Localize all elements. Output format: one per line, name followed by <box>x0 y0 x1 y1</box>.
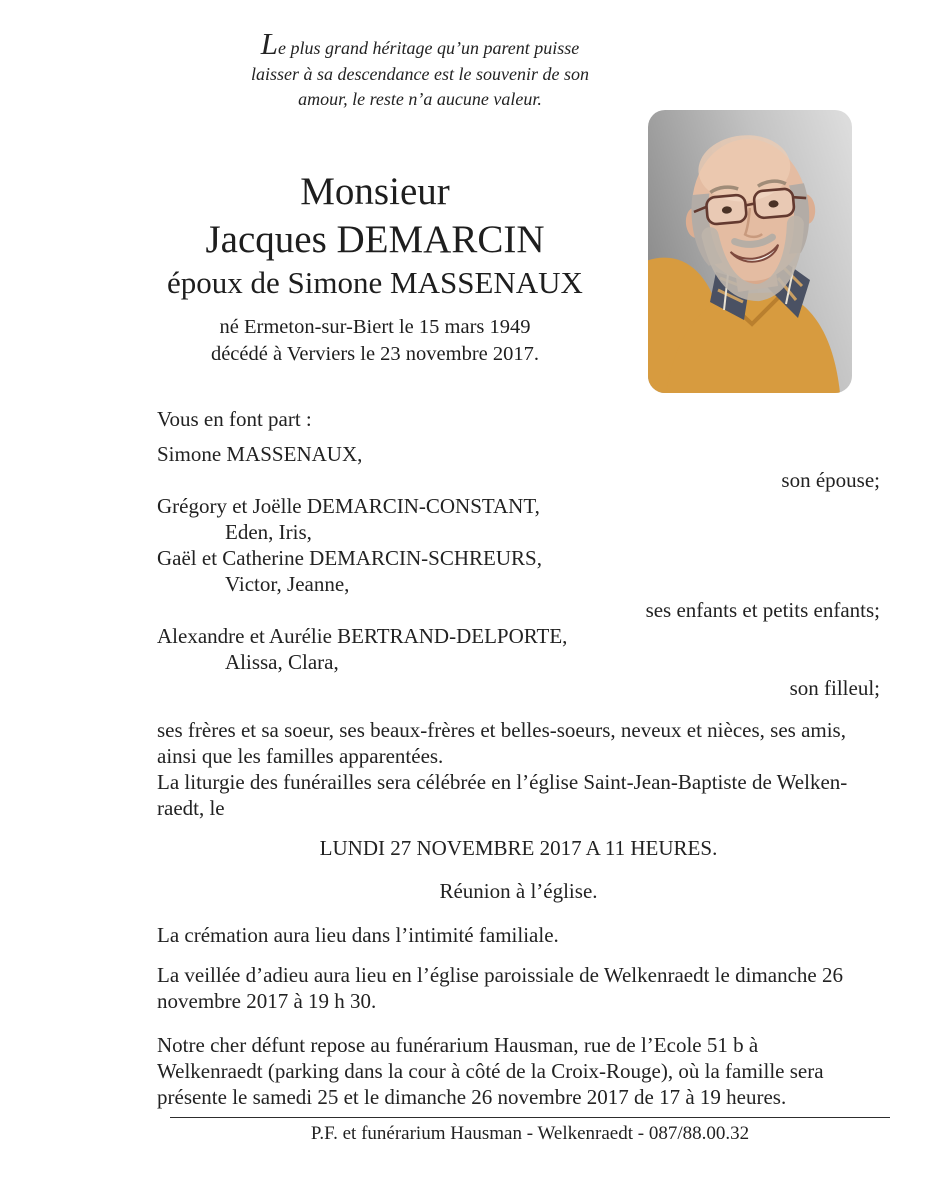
deceased-birth-line: né Ermeton-sur-Biert le 15 mars 1949 <box>219 316 531 338</box>
grandchildren-line: Alissa, Clara, <box>225 650 339 674</box>
footer-divider <box>170 1117 890 1118</box>
relation-line: son filleul; <box>789 676 880 700</box>
quote-line-2: laisser à sa descendance est le souvenir de son <box>251 63 589 84</box>
repose-paragraph-line: Notre cher défunt repose au funérarium Hausman, rue de l’Ecole 51 b à <box>157 1033 759 1057</box>
family-member-line: Gaël et Catherine DEMARCIN-SCHREURS, <box>157 546 542 570</box>
vigil-paragraph-line: La veillée d’adieu aura lieu en l’église paroissiale de Welkenraedt le dimanche 26 <box>157 963 843 987</box>
portrait-photo <box>648 110 852 393</box>
relation-line: ses enfants et petits enfants; <box>645 598 880 622</box>
repose-paragraph-line: présente le samedi 25 et le dimanche 26 novembre 2017 de 17 à 19 heures. <box>157 1085 787 1109</box>
deceased-name: Jacques DEMARCIN <box>205 218 545 261</box>
memorial-quote <box>190 26 650 113</box>
quote-line-1 <box>190 26 650 62</box>
family-member-line: Alexandre et Aurélie BERTRAND-DELPORTE, <box>157 624 568 648</box>
quote-line-3: amour, le reste n’a aucune valeur. <box>298 89 542 109</box>
deceased-title-block <box>120 168 630 368</box>
deceased-spouse-line: époux de Simone MASSENAUX <box>167 265 583 300</box>
ceremony-datetime: LUNDI 27 NOVEMBRE 2017 A 11 HEURES. <box>319 836 718 860</box>
funeral-home-footer: P.F. et funérarium Hausman - Welkenraedt - 087/88.00.32 <box>310 1123 750 1144</box>
family-intro: Vous en font part : <box>157 407 312 431</box>
family-member-line: Simone MASSENAUX, <box>157 442 363 466</box>
cremation-line: La crémation aura lieu dans l’intimité familiale. <box>157 923 559 947</box>
grandchildren-line: Victor, Jeanne, <box>225 572 350 596</box>
deceased-honorific: Monsieur <box>300 170 450 213</box>
quote-drop-cap: L <box>260 26 278 61</box>
liturgy-paragraph-line: raedt, le <box>157 796 225 820</box>
repose-paragraph-line: Welkenraedt (parking dans la cour à côté de la Croix-Rouge), où la famille sera <box>157 1059 824 1083</box>
portrait-illustration <box>648 110 852 393</box>
deceased-death-line: décédé à Verviers le 23 novembre 2017. <box>210 343 540 365</box>
quote-line-1-rest: e plus grand héritage qu’un parent puisse <box>277 38 580 58</box>
relatives-paragraph-line: ainsi que les familles apparentées. <box>157 744 444 768</box>
relation-line: son épouse; <box>781 468 880 492</box>
vigil-paragraph-line: novembre 2017 à 19 h 30. <box>157 989 377 1013</box>
ceremony-meeting: Réunion à l’église. <box>439 879 598 903</box>
liturgy-paragraph-line: La liturgie des funérailles sera célébrée en l’église Saint-Jean-Baptiste de Welken- <box>157 770 848 794</box>
relatives-paragraph-line: ses frères et sa soeur, ses beaux-frères et belles-soeurs, neveux et nièces, ses amis, <box>157 718 846 742</box>
announcement-body <box>157 406 880 1110</box>
grandchildren-line: Eden, Iris, <box>225 520 312 544</box>
family-member-line: Grégory et Joëlle DEMARCIN-CONSTANT, <box>157 494 540 518</box>
